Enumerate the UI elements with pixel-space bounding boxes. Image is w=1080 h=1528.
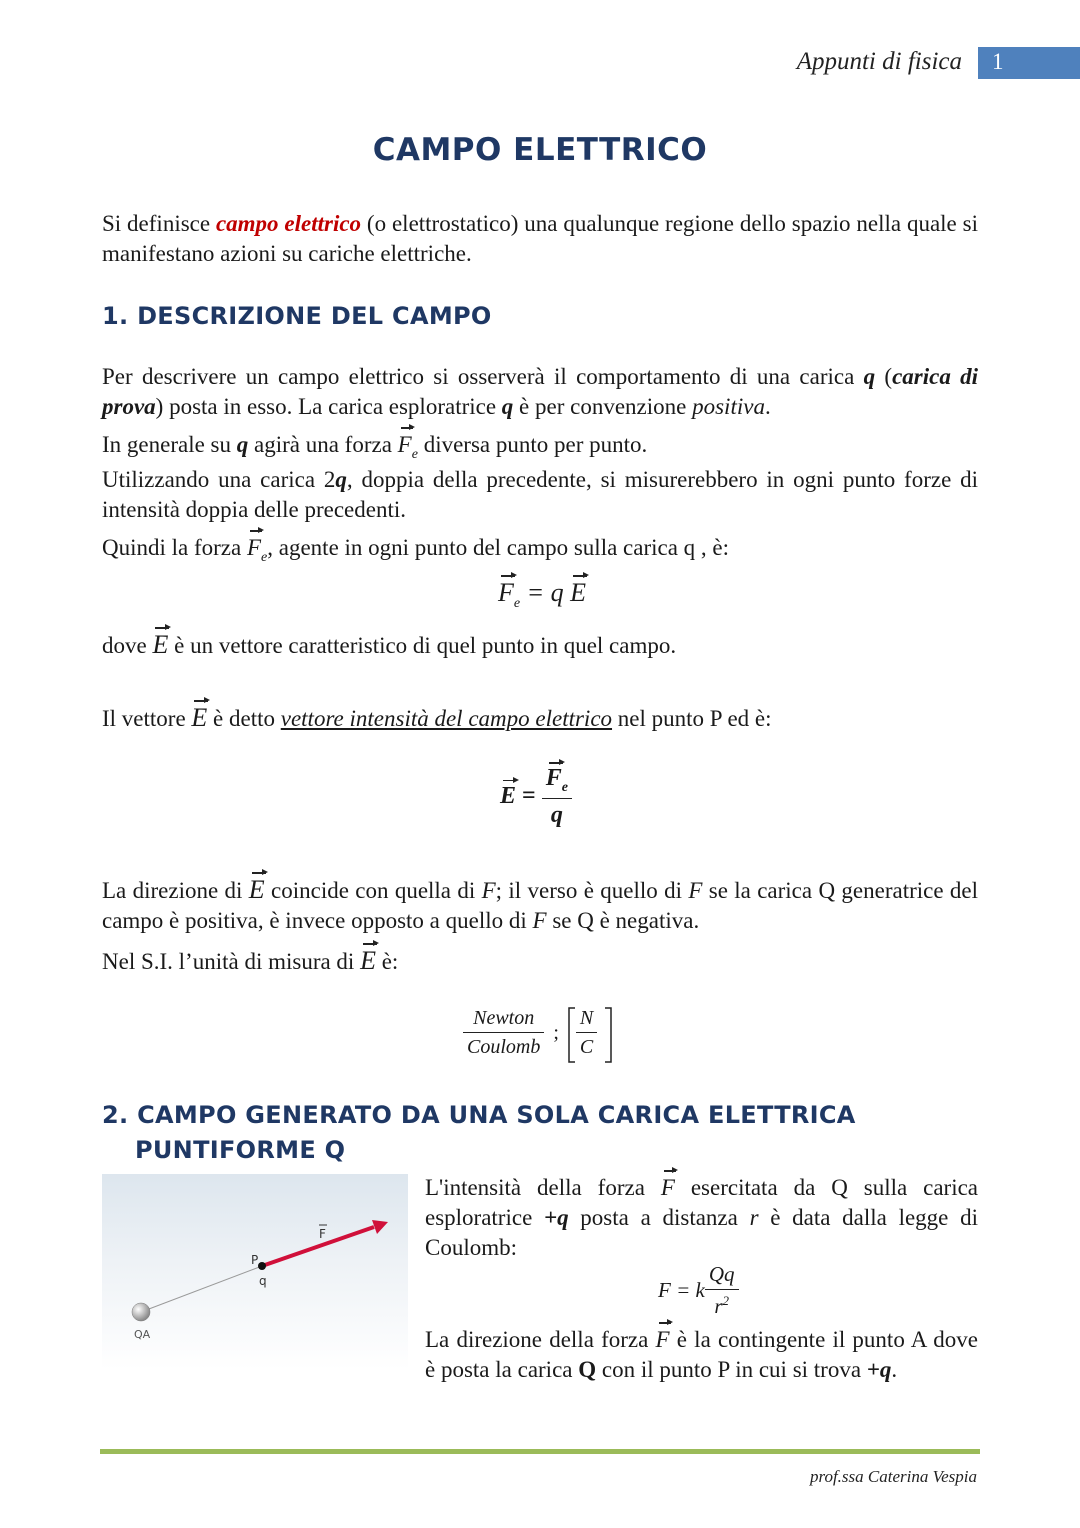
paragraph-coulomb	[425, 1173, 978, 1263]
text: è data dalla legge di Coulomb:	[425, 1205, 978, 1260]
paragraph-unit	[102, 946, 978, 977]
section-number: 2.	[102, 1101, 129, 1129]
symbol-F: F	[688, 878, 703, 903]
text: nel punto P ed è:	[612, 706, 772, 731]
vector-E	[152, 630, 168, 660]
text: è la contingente il punto A dove è posta la carica	[425, 1327, 978, 1382]
vector-symbol: F	[655, 1327, 670, 1352]
term-positiva: positiva	[692, 394, 765, 419]
vector-F	[546, 765, 562, 792]
vector-symbol: E	[570, 578, 587, 607]
intro-text: Si definisce	[102, 211, 216, 236]
vector-symbol: F	[246, 535, 262, 560]
unit-fraction	[463, 1007, 544, 1059]
text: (	[884, 364, 893, 389]
probe-charge-dot	[258, 1262, 266, 1270]
text: agirà una forza	[248, 432, 398, 457]
text: dove	[102, 633, 153, 658]
numerator: Newton	[463, 1007, 544, 1033]
paragraph-probe-charge	[102, 362, 978, 422]
text: ; il verso è quello di	[495, 878, 689, 903]
text: , doppia della precedente, si misurerebbero in ogni punto forze di intensità doppia delle precedenti.	[102, 467, 979, 522]
denominator: Coulomb	[467, 1036, 541, 1058]
formula-force-field	[498, 578, 586, 612]
highlight-term: campo elettrico	[215, 211, 362, 236]
paragraph-field-vector	[102, 703, 978, 734]
text: Quindi la forza	[102, 535, 247, 560]
vector-F	[247, 533, 261, 563]
text: è un vettore caratteristico di quel punto in quel campo.	[168, 633, 677, 658]
fraction	[705, 1262, 739, 1319]
text: se Q è negativa.	[546, 908, 700, 933]
text: se la carica Q generatrice del campo è positiva, è invece opposto a quello di	[102, 878, 978, 933]
vector-E	[570, 578, 586, 608]
section-heading-1	[102, 302, 492, 330]
subscript: e	[513, 596, 521, 611]
numerator: N	[576, 1007, 597, 1033]
label-q: q	[259, 1274, 267, 1288]
numerator: Qq	[705, 1262, 739, 1290]
section-title-line2: PUNTIFORME Q	[135, 1136, 346, 1164]
subscript: e	[561, 780, 568, 795]
vector-E	[500, 783, 516, 810]
vector-symbol: E	[152, 630, 169, 659]
paragraph-dove-E	[102, 630, 978, 661]
point-charge-figure	[102, 1174, 408, 1370]
footer-rule	[100, 1449, 980, 1454]
vector-F	[398, 430, 412, 460]
running-header-title: Appunti di fisica	[796, 48, 962, 75]
section-heading-2	[102, 1101, 856, 1129]
page-title: CAMPO ELETTRICO	[372, 132, 708, 168]
label-QA: QA	[134, 1328, 151, 1341]
vector-symbol: F	[397, 432, 412, 457]
paragraph-force	[102, 430, 978, 470]
equals-q: = q	[520, 578, 571, 607]
fraction	[542, 765, 572, 829]
symbol-F: F	[481, 878, 496, 903]
paragraph-double-charge	[102, 465, 978, 525]
vector-F	[661, 1173, 675, 1203]
text: .	[764, 394, 771, 419]
symbol-plus-q: +q	[543, 1205, 569, 1230]
vector-symbol: E	[191, 703, 208, 732]
label-P: P	[251, 1253, 259, 1267]
vector-F	[498, 578, 514, 608]
text: è detto	[207, 706, 281, 731]
formula-E-definition	[500, 765, 572, 829]
text: posta a distanza	[568, 1205, 750, 1230]
arrow-head-icon	[372, 1220, 388, 1234]
denominator: C	[579, 1036, 594, 1058]
dashed-line	[141, 1266, 262, 1312]
exponent: 2	[722, 1293, 729, 1308]
page-number-tab	[978, 47, 1080, 79]
intro-text-rest: (o elettrostatico) una qualunque regione dello spazio nella quale si manifestano azioni su cariche elettriche.	[102, 211, 978, 266]
paragraph-therefore	[102, 533, 978, 573]
vector-E	[249, 875, 265, 905]
denominator: q	[550, 802, 563, 828]
paragraph-direction	[102, 875, 978, 936]
text: coincide con quella di	[264, 878, 482, 903]
text: con il punto P in cui si trova	[596, 1357, 867, 1382]
text: Il vettore	[102, 706, 192, 731]
subscript: e	[261, 550, 268, 565]
paragraph-force-direction	[425, 1325, 978, 1385]
symbol-q: q	[863, 364, 876, 389]
text: Per descrivere un campo elettrico si osserverà il comportamento di una carica	[102, 364, 864, 389]
text: .	[891, 1357, 898, 1382]
section-number: 1.	[102, 302, 129, 330]
formula-lhs: F = k	[658, 1278, 705, 1302]
page-number: 1	[992, 49, 1004, 74]
text: L'intensità della forza	[425, 1175, 661, 1200]
numerator	[542, 765, 572, 799]
denominator	[705, 1290, 739, 1319]
text: ) posta in esso. La carica esploratrice	[155, 394, 502, 419]
term-vettore-intensita: vettore intensità del campo elettrico	[280, 706, 613, 731]
equals: =	[516, 782, 542, 809]
bracket-icon	[568, 1007, 612, 1063]
vector-symbol: E	[248, 875, 265, 904]
section-title: DESCRIZIONE DEL CAMPO	[137, 302, 492, 330]
formula-coulomb	[658, 1262, 739, 1319]
den-r: r	[714, 1294, 723, 1318]
unit-formula	[463, 1007, 605, 1059]
vector-symbol: E	[500, 782, 517, 809]
force-arrow	[262, 1227, 374, 1266]
footer-author: prof.ssa Caterina Vespia	[809, 1467, 977, 1486]
section-heading-2-cont	[135, 1136, 345, 1164]
source-charge-sphere	[132, 1303, 150, 1321]
text: è:	[375, 949, 399, 974]
vector-symbol: F	[660, 1175, 675, 1200]
label-F: F	[319, 1227, 326, 1241]
text: La direzione di	[102, 878, 249, 903]
field-diagram	[102, 1174, 408, 1370]
intro-paragraph	[102, 209, 978, 269]
text: diversa punto per punto.	[417, 432, 648, 457]
text: Utilizzando una carica 2	[102, 467, 336, 492]
symbol-q: q	[335, 467, 347, 492]
text: In generale su	[102, 432, 237, 457]
vector-E	[360, 946, 376, 976]
symbol-q: q	[236, 432, 249, 457]
vector-symbol: F	[545, 765, 562, 791]
text: Nel S.I. l’unità di misura di	[102, 949, 361, 974]
symbol-q: q	[501, 394, 514, 419]
text: , agente in ogni punto del campo sulla carica q , è:	[267, 535, 730, 560]
symbol-r: r	[749, 1205, 759, 1230]
symbol-plus-q: +q	[866, 1357, 892, 1382]
separator: ;	[553, 1021, 559, 1044]
vector-symbol: E	[360, 946, 376, 975]
text: è per convenzione	[513, 394, 693, 419]
vector-E	[191, 703, 207, 733]
vector-F	[656, 1325, 670, 1355]
unit-bracket	[568, 1007, 605, 1059]
term-carica-di-prova: carica di prova	[102, 364, 979, 419]
subscript: e	[411, 447, 418, 462]
symbol-Q: Q	[578, 1357, 597, 1382]
text: La direzione della forza	[425, 1327, 656, 1352]
vector-symbol: F	[498, 578, 514, 607]
symbol-F: F	[532, 908, 547, 933]
text: esercitata da Q sulla carica esploratrice	[425, 1175, 978, 1230]
section-title: CAMPO GENERATO DA UNA SOLA CARICA ELETTRICA	[137, 1101, 856, 1129]
